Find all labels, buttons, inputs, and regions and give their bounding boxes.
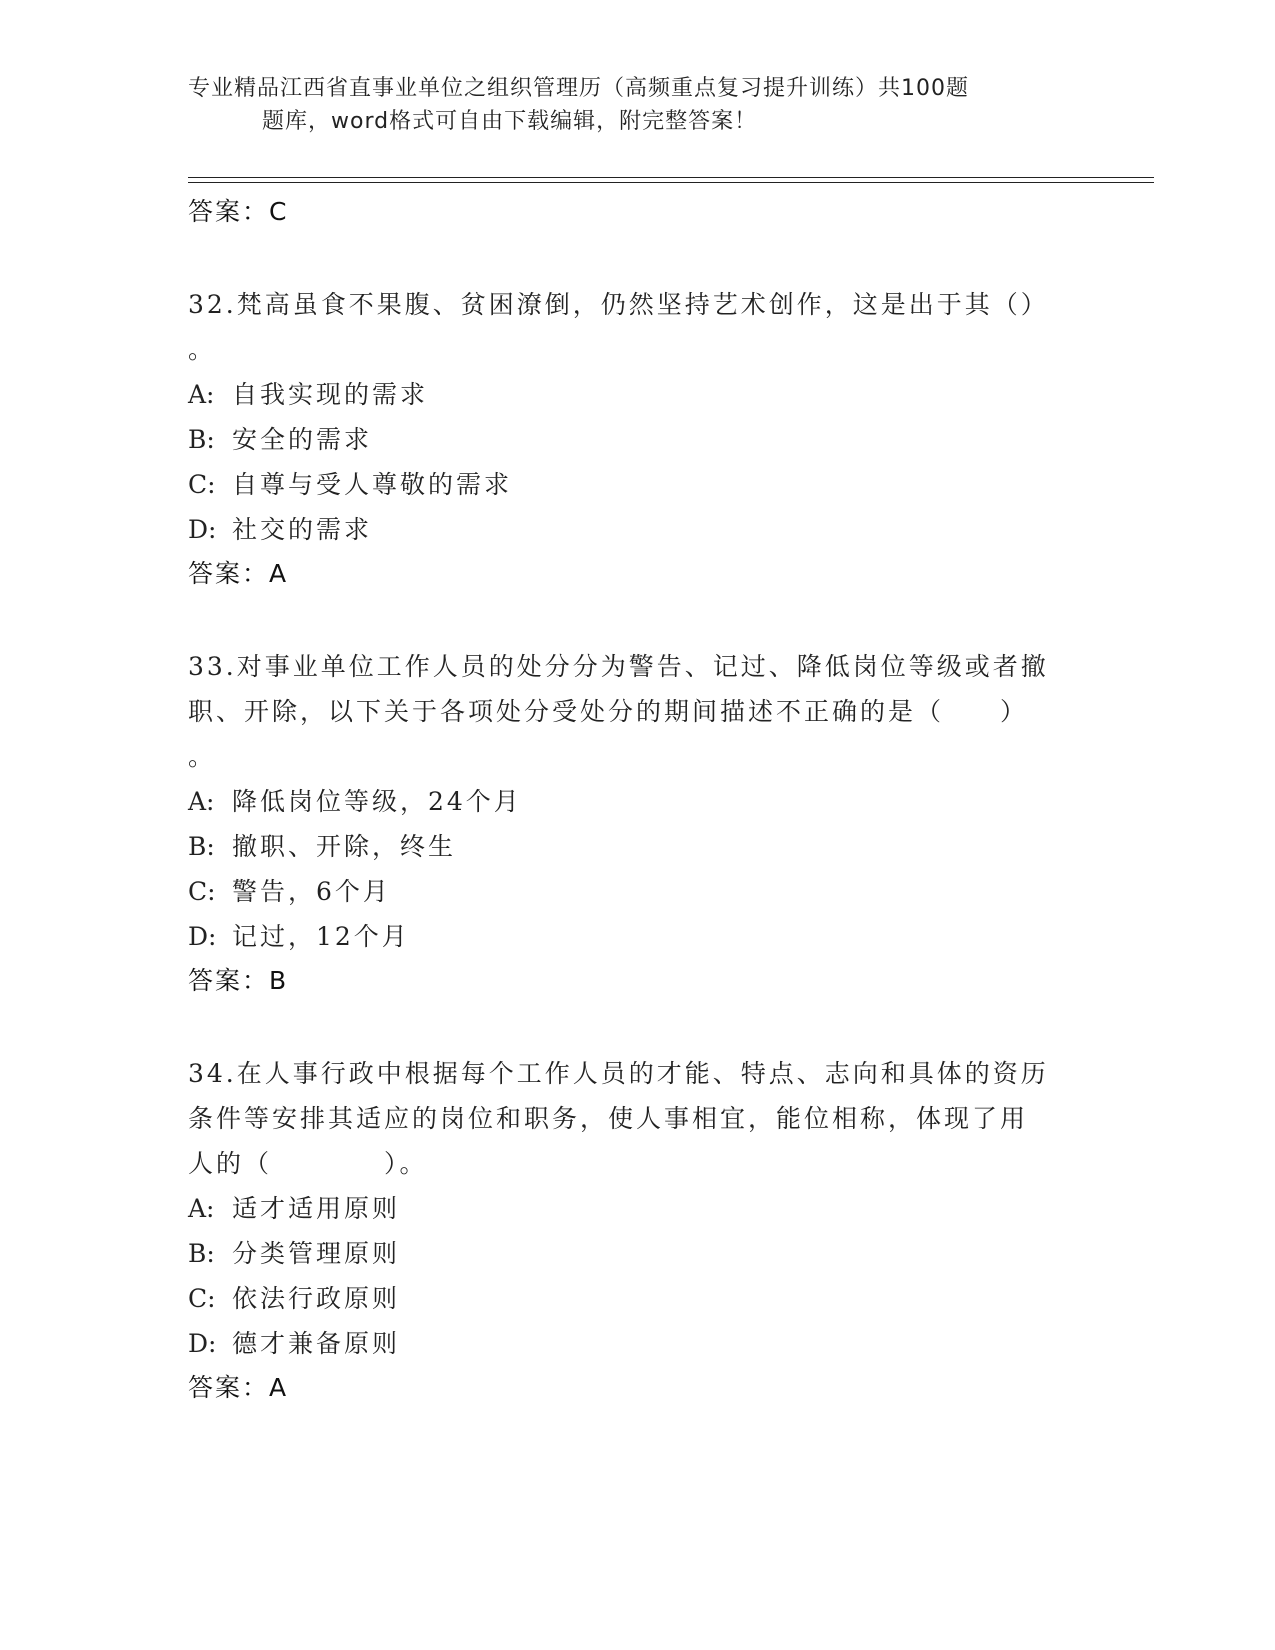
option-key: B:	[188, 425, 215, 454]
option-key: D:	[188, 515, 217, 544]
header-divider-top	[188, 177, 1154, 178]
option-text: 依法行政原则	[232, 1284, 401, 1313]
option-a	[188, 779, 1088, 824]
question-line: 33.对事业单位工作人员的处分分为警告、记过、降低岗位等级或者撤	[188, 652, 1049, 681]
option-b	[188, 1231, 1088, 1276]
option-text: 安全的需求	[232, 425, 373, 454]
option-key: B:	[188, 832, 215, 861]
header-line-1: 专业精品江西省直事业单位之组织管理历（高频重点复习提升训练）共100题	[188, 76, 969, 101]
option-key: D:	[188, 922, 217, 951]
header-line-2: 题库，word格式可自由下载编辑，附完整答案！	[262, 109, 758, 134]
option-d	[188, 1321, 1088, 1366]
option-c	[188, 1276, 1088, 1321]
question-block-33	[188, 644, 1088, 1003]
option-text: 撤职、开除，终生	[232, 832, 457, 861]
option-key: A:	[188, 787, 215, 816]
option-a	[188, 1186, 1088, 1231]
option-d	[188, 914, 1088, 959]
answer-line: 答案：A	[188, 559, 289, 588]
option-d	[188, 507, 1088, 552]
option-text: 德才兼备原则	[232, 1329, 401, 1358]
option-key: C:	[188, 877, 216, 906]
question-text	[188, 644, 1088, 779]
option-text: 降低岗位等级，24个月	[232, 787, 522, 816]
option-key: A:	[188, 1194, 215, 1223]
option-key: B:	[188, 1239, 215, 1268]
option-text: 社交的需求	[232, 515, 373, 544]
answer-line: 答案：B	[188, 966, 289, 995]
page-header	[188, 72, 1068, 138]
option-text: 自尊与受人尊敬的需求	[232, 470, 513, 499]
option-text: 自我实现的需求	[232, 380, 429, 409]
answer-line: 答案：C	[188, 197, 289, 226]
option-text: 警告，6个月	[232, 877, 391, 906]
option-key: C:	[188, 470, 216, 499]
option-key: D:	[188, 1329, 217, 1358]
question-list	[188, 190, 1088, 1410]
header-divider-bottom	[188, 182, 1154, 183]
option-b	[188, 417, 1088, 462]
option-a	[188, 372, 1088, 417]
question-block-32	[188, 282, 1088, 596]
question-text	[188, 282, 1088, 372]
question-line: 34.在人事行政中根据每个工作人员的才能、特点、志向和具体的资历	[188, 1059, 1049, 1088]
question-line: 32.梵高虽食不果腹、贫困潦倒，仍然坚持艺术创作，这是出于其（）	[188, 290, 1049, 319]
question-block-34	[188, 1051, 1088, 1410]
option-c	[188, 462, 1088, 507]
question-text	[188, 1051, 1088, 1186]
option-key: A:	[188, 380, 215, 409]
option-b	[188, 824, 1088, 869]
answer-line: 答案：A	[188, 1373, 289, 1402]
option-text: 适才适用原则	[232, 1194, 401, 1223]
option-c	[188, 869, 1088, 914]
question-line: 职、开除，以下关于各项处分受处分的期间描述不正确的是（ ）	[188, 697, 1029, 726]
question-line: 条件等安排其适应的岗位和职务，使人事相宜，能位相称，体现了用	[188, 1104, 1029, 1133]
option-text: 记过，12个月	[232, 922, 410, 951]
question-line: 人的（ ）。	[188, 1149, 428, 1178]
question-line: 。	[188, 742, 217, 771]
option-text: 分类管理原则	[232, 1239, 401, 1268]
question-line: 。	[188, 335, 217, 364]
option-key: C:	[188, 1284, 216, 1313]
